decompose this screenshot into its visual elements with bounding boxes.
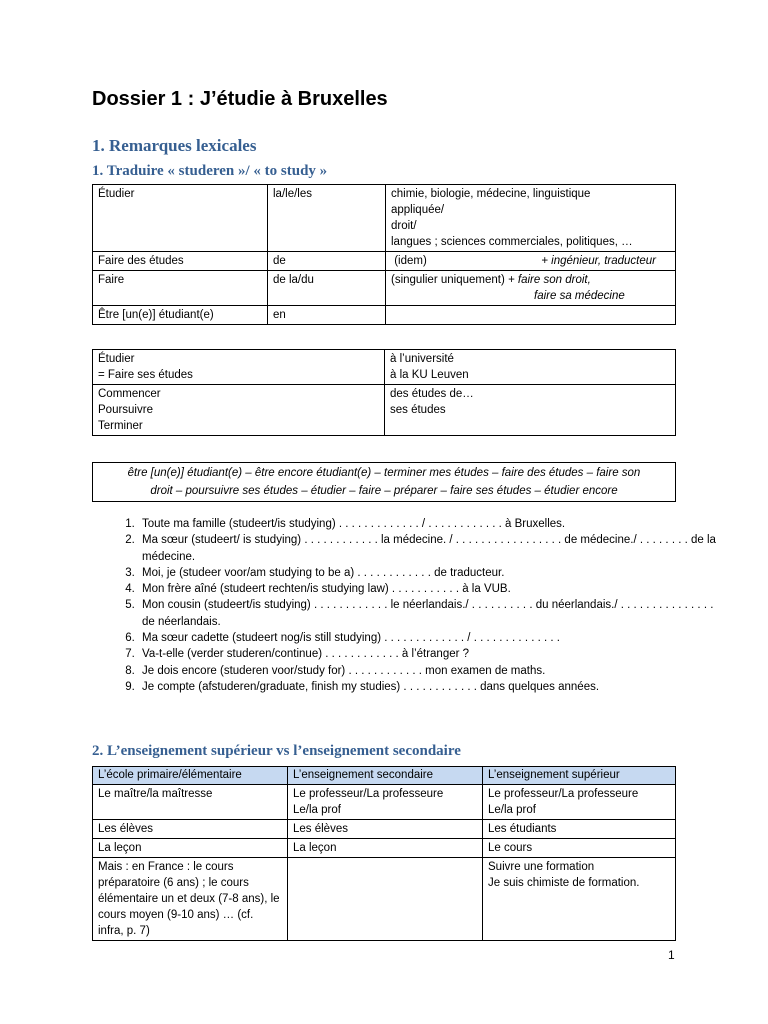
cell-line: Je suis chimiste de formation. [488,877,640,889]
table-cell [385,350,676,385]
table-cell [385,385,676,436]
table-row [93,252,676,271]
table-cell [483,785,676,820]
study-verbs-table [92,349,676,436]
table-row [93,271,676,306]
cell-note: + ingénieur, traducteur [541,255,656,267]
table-cell: Les élèves [288,820,483,839]
cell-text: (singulier uniquement) [391,274,505,286]
cell-line: appliquée/ [391,204,445,216]
word-bank-line: être [un(e)] étudiant(e) – être encore étudiant(e) – terminer mes études – faire des études – faire son [127,467,641,479]
table-row [93,858,676,941]
table-row [93,820,676,839]
list-item: 7. Va-t-elle (verder studeren/continue) . . . . . . . . . . . . à l’étranger ? [138,646,728,662]
cell-line: Le professeur/La professeure [293,788,444,800]
page-title: Dossier 1 : J’étudie à Bruxelles [92,88,388,110]
cell-line: Le/la prof [293,804,341,816]
cell-line: à la KU Leuven [390,369,469,381]
cell-note: + faire son droit, [508,274,591,286]
cell-line: Le professeur/La professeure [488,788,639,800]
list-item: 1. Toute ma famille (studeert/is studying) . . . . . . . . . . . . . / . . . . . . . . . . . . à Bruxelles. [138,516,728,532]
cell-line: Étudier [98,353,135,365]
cell-line: à l’université [390,353,454,365]
table-cell: Être [un(e)] étudiant(e) [93,306,268,325]
cell-line: Terminer [98,420,143,432]
table-cell [386,306,676,325]
table-row [93,385,676,436]
column-header: L’enseignement secondaire [288,767,483,785]
table-cell: Faire des études [93,252,268,271]
cell-line: langues ; sciences commerciales, politiques, … [391,236,633,248]
section-heading-lexical: 1. Remarques lexicales [92,136,257,155]
table-row [93,306,676,325]
education-levels-table [92,766,676,941]
column-header: L’école primaire/élémentaire [93,767,288,785]
table-cell [483,858,676,941]
cell-note: faire sa médecine [534,290,625,302]
table-cell: Faire [93,271,268,306]
page-number: 1 [668,948,675,962]
list-item: 8. Je dois encore (studeren voor/study for) . . . . . . . . . . . . mon examen de maths. [138,663,728,679]
list-item: 9. Je compte (afstuderen/graduate, finish my studies) . . . . . . . . . . . . dans quelques années. [138,679,728,695]
table-cell: la/le/les [268,185,386,252]
table-cell: en [268,306,386,325]
table-row [93,785,676,820]
table-header-row [93,767,676,785]
translation-table [92,184,676,325]
cell-line: Suivre une formation [488,861,595,873]
table-cell [386,185,676,252]
table-cell [386,271,676,306]
column-header: L’enseignement supérieur [483,767,676,785]
cell-line: Poursuivre [98,404,153,416]
cell-line: Le/la prof [488,804,536,816]
table-cell: La leçon [288,839,483,858]
section-heading-education: 2. L’enseignement supérieur vs l’enseignement secondaire [92,743,461,759]
table-cell: Les étudiants [483,820,676,839]
table-cell: Le maître/la maîtresse [93,785,288,820]
list-item: 3. Moi, je (studeer voor/am studying to be a) . . . . . . . . . . . . de traducteur. [138,565,728,581]
cell-line: chimie, biologie, médecine, linguistique [391,188,591,200]
table-row [93,839,676,858]
table-cell: Les élèves [93,820,288,839]
table-cell: de [268,252,386,271]
table-cell [386,252,676,271]
cell-line: ses études [390,404,446,416]
cell-line: = Faire ses études [98,369,193,381]
word-bank-line: droit – poursuivre ses études – étudier – faire – préparer – faire ses études – étudier encore [150,485,618,497]
subheading-translate: 1. Traduire « studeren »/ « to study » [92,163,328,179]
table-cell: Le cours [483,839,676,858]
table-cell [93,350,385,385]
word-bank-box [92,462,676,502]
list-item: 2. Ma sœur (studeert/ is studying) . . . . . . . . . . . . la médecine. / . . . . . . . . . . . . . . . . . de médecine./ . . . . . . . . de la médecine. [138,532,728,565]
table-cell [288,785,483,820]
table-cell: La leçon [93,839,288,858]
list-item: 4. Mon frère aîné (studeert rechten/is studying law) . . . . . . . . . . . à la VUB. [138,581,728,597]
table-cell [93,385,385,436]
exercise-list [92,516,728,695]
table-cell: Mais : en France : le cours préparatoire (6 ans) ; le cours élémentaire un et deux (7-8 ans), le cours moyen (9-10 ans) … (cf. infra, p. 7) [93,858,288,941]
table-row [93,185,676,252]
list-item: 6. Ma sœur cadette (studeert nog/is still studying) . . . . . . . . . . . . . / . . . . . . . . . . . . . . [138,630,728,646]
cell-line: des études de… [390,388,474,400]
cell-line: droit/ [391,220,417,232]
table-row [93,350,676,385]
list-item: 5. Mon cousin (studeert/is studying) . . . . . . . . . . . . le néerlandais./ . . . . . . . . . . du néerlandais./ . . . . . . . . . . . . . . . de néerlandais. [138,597,728,630]
cell-line: Commencer [98,388,161,400]
table-cell: de la/du [268,271,386,306]
table-cell: Étudier [93,185,268,252]
cell-text: (idem) [391,255,427,267]
table-cell [288,858,483,941]
